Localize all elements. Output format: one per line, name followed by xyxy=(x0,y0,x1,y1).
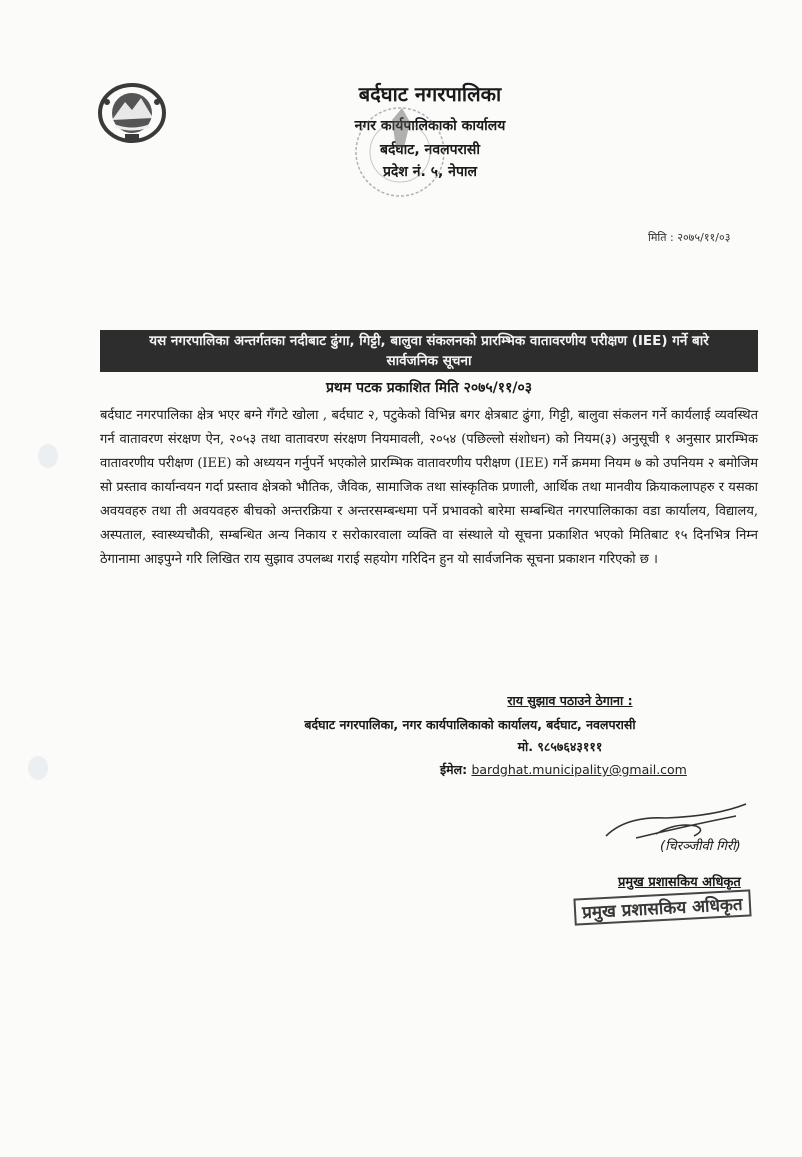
phone-number: मो. ९८५७६४३१११ xyxy=(517,739,603,754)
notice-title-line2: सार्वजनिक सूचना xyxy=(386,353,472,369)
municipality-title: बर्दघाट नगरपालिका xyxy=(358,82,502,106)
office-name: नगर कार्यपालिकाको कार्यालय xyxy=(354,118,506,134)
email-row xyxy=(440,761,687,778)
email-label: ईमेल: xyxy=(440,762,472,777)
email-link[interactable]: bardghat.municipality@gmail.com xyxy=(471,762,687,777)
nepal-emblem-icon xyxy=(97,82,167,144)
signatory-name: (चिरञ्जीवी गिरी) xyxy=(660,839,741,854)
signatory-role: प्रमुख प्रशासकिय अधिकृत xyxy=(618,875,741,890)
published-date-line: प्रथम पटक प्रकाशित मिति २०७५/११/०३ xyxy=(325,380,533,396)
punch-hole xyxy=(28,756,48,780)
notice-title-banner xyxy=(100,330,758,372)
role-stamp: प्रमुख प्रशासकिय अधिकृत xyxy=(573,889,751,925)
office-location: बर्दघाट, नवलपरासी xyxy=(379,142,481,158)
address-line: बर्दघाट नगरपालिका, नगर कार्यपालिकाको कार्यालय, बर्दघाट, नवलपरासी xyxy=(304,717,636,732)
notice-date: मिति : २०७५/११/०३ xyxy=(648,231,731,244)
office-province: प्रदेश नं. ५, नेपाल xyxy=(382,164,478,180)
notice-body: बर्दघाट नगरपालिका क्षेत्र भएर बग्ने गँगटे खोला , बर्दघाट २, पटुकेको विभिन्न बगर क्षेत्रबाट ढुंगा, गिट्टी, बालुवा संकलन गर्ने कार्यलाई व्यवस्थित गर्न वातावरण संरक्षण ऐन, २०५३ तथा वातावरण संरक्षण नियमावली, २०५४ (पछिल्लो संशोधन) को नियम(३) अनुसूची १ अनुसार प्रारम्भिक वातावरणीय परीक्षण (IEE) को अध्ययन गर्नुपर्ने भएकोले प्रारम्भिक वातावरणीय परीक्षण (IEE) गर्ने क्रममा नियम ७ को उपनियम २ बमोजिम सो प्रस्ताव कार्यान्वयन गर्दा प्रस्ताव क्षेत्रको भौतिक, जैविक, सामाजिक तथा सांस्कृतिक प्रणाली, आर्थिक तथा मानवीय क्रियाकलापहरु र यसका अवयवहरु तथा ती अवयवहरु बीचको अन्तरक्रिया र अन्तरसम्बन्धमा पर्ने प्रभावको बारेमा सम्बन्धित नगरपालिकाका वडा कार्यालय, विद्यालय, अस्पताल, स्वास्थ्यचौकी, सम्बन्धित अन्य निकाय र सरोकारवाला व्यक्ति वा संस्थाले यो सूचना प्रकाशित भएको मितिबाट १५ दिनभित्र निम्न ठेगानामा आइपुग्ने गरि लिखित राय सुझाव उपलब्ध गराई सहयोग गरिदिन हुन यो सार्वजनिक सूचना प्रकाशन गरिएको छ । xyxy=(100,408,758,567)
notice-title-line1: यस नगरपालिका अन्तर्गतका नदीबाट ढुंगा, गिट्टी, बालुवा संकलनको प्रारम्भिक वातावरणीय परीक्षण (IEE) गर्ने बारे xyxy=(149,333,709,349)
punch-hole xyxy=(38,444,58,468)
address-heading: राय सुझाव पठाउने ठेगाना : xyxy=(507,693,633,708)
